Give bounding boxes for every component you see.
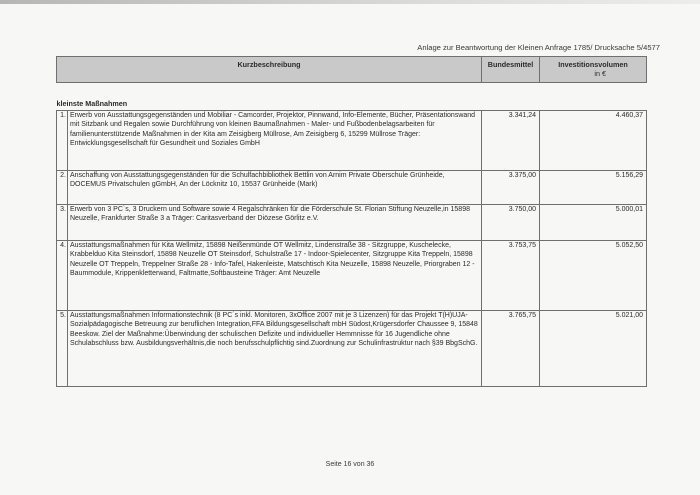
spacer-row bbox=[57, 83, 647, 100]
row-description: Erwerb von Ausstattungsgegenständen und Mobiliar - Camcorder, Projektor, Pinnwand, Info-Elemente, Bücher, Präsentationswand mit Sitzbank und Regalen sowie Durchführung von kleinen Baumaßnahmen - Maler- und Fußbodenbelagsarbeiten für familienunterstützende Maßnahmen in der Kita am Zeisigberg Müllrose, Am Zeisigberg 6, 15299 Müllrose Träger: Entwicklungsgesellschaft für Gesundheit und Soziales GmbH bbox=[68, 110, 482, 170]
row-description: Ausstattungsmaßnahmen Informationstechnik (8 PC´s inkl. Monitoren, 3xOffice 2007 mit je 3 Lizenzen) für das Projekt T(H)UJA-Sozialpädagogische Betreuung zur beruflichen Integration,FFA Bildungsgesellschaft mbH Südost,Krügersdorfer Chaussee 9, 15848 Beeskow. Ziel der Maßnahme:Überwindung der schulischen Defizite und individueller Hemmnisse für 16 Jugendliche ohne Schulabschluss bzw. Ausbildungsverhältnis,die noch berufsschulpflichtig sind.Zuordnung zur Schulinfrastruktur nach §39 BbgSchG. bbox=[68, 310, 482, 386]
scan-edge-artifact bbox=[0, 0, 700, 4]
row-investment-amount: 5.052,50 bbox=[540, 240, 647, 310]
row-description: Erwerb von 3 PC`s, 3 Druckern und Software sowie 4 Regalschränken für die Förderschule St. Florian Stiftung Neuzelle,in 15898 Neuzelle, Frankfurter Straße 3 a Träger: Caritasverband der Diözese Görlitz e.V. bbox=[68, 204, 482, 240]
row-federal-amount: 3.765,75 bbox=[482, 310, 540, 386]
row-index: 5. bbox=[57, 310, 68, 386]
column-header-description: Kurzbeschreibung bbox=[57, 57, 482, 83]
row-investment-amount: 4.460,37 bbox=[540, 110, 647, 170]
row-federal-amount: 3.341,24 bbox=[482, 110, 540, 170]
row-investment-amount: 5.000,01 bbox=[540, 204, 647, 240]
page-number: Seite 16 von 36 bbox=[325, 461, 375, 468]
row-investment-amount: 5.156,29 bbox=[540, 170, 647, 204]
row-index: 1. bbox=[57, 110, 68, 170]
row-federal-amount: 3.750,00 bbox=[482, 204, 540, 240]
column-header-federal: Bundesmittel bbox=[482, 57, 540, 83]
section-title: kleinste Maßnahmen bbox=[56, 99, 128, 108]
table-row bbox=[57, 240, 647, 310]
table-row bbox=[57, 204, 647, 240]
table-row bbox=[57, 310, 647, 386]
document-header-note: Anlage zur Beantwortung der Kleinen Anfrage 1785/ Drucksache 5/4577 bbox=[417, 43, 660, 52]
funding-table bbox=[56, 56, 647, 387]
row-index: 2. bbox=[57, 170, 68, 204]
section-row bbox=[57, 99, 647, 110]
column-header-investment-line1: Investitionsvolumen bbox=[558, 60, 628, 69]
row-description: Anschaffung von Ausstattungsgegenständen für die Schulfachbibliothek Bettlin von Arnim Private Oberschule Grünheide, DOCEMUS Privatschulen gGmbH, An der Löcknitz 10, 15537 Grünheide (Mark) bbox=[68, 170, 482, 204]
row-federal-amount: 3.753,75 bbox=[482, 240, 540, 310]
row-index: 4. bbox=[57, 240, 68, 310]
row-index: 3. bbox=[57, 204, 68, 240]
column-header-investment bbox=[540, 57, 647, 83]
row-description: Ausstattungsmaßnahmen für Kita Wellmitz, 15898 Neißenmünde OT Wellmitz, Lindenstraße 38 - Sitzgruppe, Kuschelecke, Krabbelduo Kita Steinsdorf, 15898 Neuzelle OT Steinsdorf, Schulstraße 17 - Indoor-Spielecenter, Sitzgruppe Kita Treppeln, 15898 Neuzelle OT Treppeln, Treppelner Straße 28 - Info-Tafel, Hakenleiste, Matschtisch Kita Neuzelle, 15898 Neuzelle, Priorgraben 12 - Baummodule, Krippenkletterwand, Faltmatte,Softbausteine Träger: Amt Neuzelle bbox=[68, 240, 482, 310]
table-header-row bbox=[57, 57, 647, 83]
table-row bbox=[57, 110, 647, 170]
row-federal-amount: 3.375,00 bbox=[482, 170, 540, 204]
row-investment-amount: 5.021,00 bbox=[540, 310, 647, 386]
table-row bbox=[57, 170, 647, 204]
column-header-investment-line2: in € bbox=[594, 69, 607, 78]
